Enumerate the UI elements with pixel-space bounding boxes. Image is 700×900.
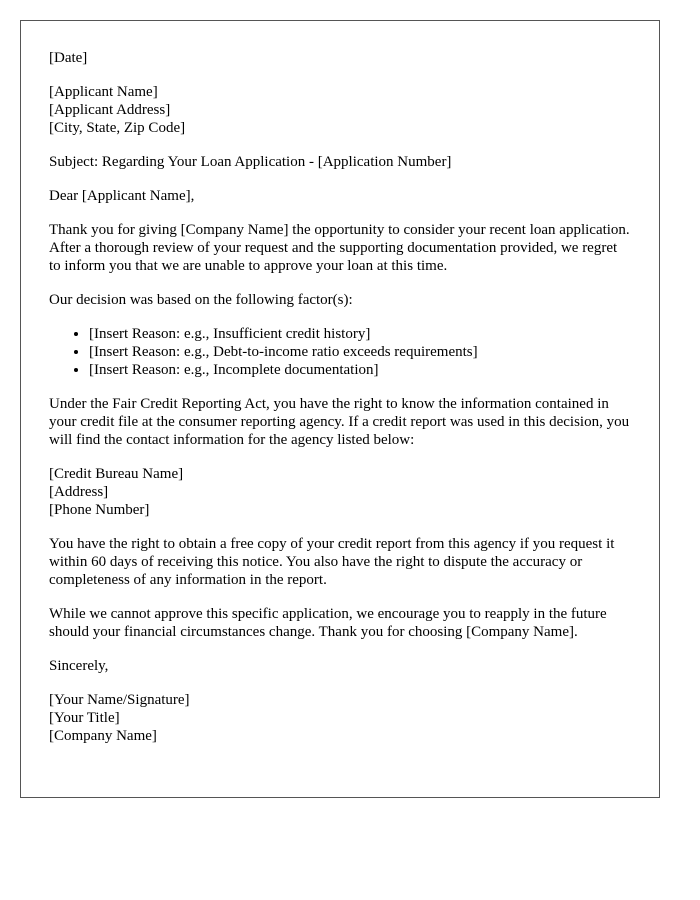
reason-item: • [Insert Reason: e.g., Incomplete documentation] [89, 361, 631, 379]
recipient-name: [Applicant Name] [49, 84, 158, 100]
reason-item: • [Insert Reason: e.g., Insufficient credit history] [89, 325, 631, 343]
fcra-paragraph: Under the Fair Credit Reporting Act, you have the right to know the information contained in your credit file at the consumer reporting agency. If a credit report was used in this decision, you will find the contact information for the agency listed below: [49, 396, 630, 448]
letter-date: [Date] [49, 50, 88, 66]
bureau-name: [Credit Bureau Name] [49, 466, 184, 482]
reason-item: • [Insert Reason: e.g., Debt-to-income ratio exceeds requirements] [89, 343, 631, 361]
signature-name: [Your Name/Signature] [49, 692, 190, 708]
bureau-phone: [Phone Number] [49, 502, 150, 518]
bureau-address: [Address] [49, 484, 109, 500]
signature-company: [Company Name] [49, 728, 157, 744]
intro-paragraph: Thank you for giving [Company Name] the opportunity to consider your recent loan application. After a thorough review of your request and the supporting documentation provided, we regret to inform you that we are unable to approve your loan at this time. [49, 222, 630, 274]
rights-paragraph: You have the right to obtain a free copy of your credit report from this agency if you request it within 60 days of receiving this notice. You also have the right to dispute the accuracy or completeness of any information in the report. [49, 536, 615, 588]
factors-lead-paragraph: Our decision was based on the following factor(s): [49, 292, 353, 308]
subject-line: Subject: Regarding Your Loan Application - [Application Number] [49, 154, 452, 170]
recipient-address: [Applicant Address] [49, 102, 171, 118]
recipient-block [49, 83, 631, 137]
salutation: Dear [Applicant Name], [49, 188, 195, 204]
signature-title: [Your Title] [49, 710, 120, 726]
signature-block [49, 691, 631, 745]
bureau-block [49, 465, 631, 519]
closing-paragraph: While we cannot approve this specific application, we encourage you to reapply in the future should your financial circumstances change. Thank you for choosing [Company Name]. [49, 606, 607, 640]
recipient-city: [City, State, Zip Code] [49, 120, 186, 136]
reasons-list [49, 325, 631, 379]
letter-page [20, 20, 660, 798]
signoff: Sincerely, [49, 658, 109, 674]
